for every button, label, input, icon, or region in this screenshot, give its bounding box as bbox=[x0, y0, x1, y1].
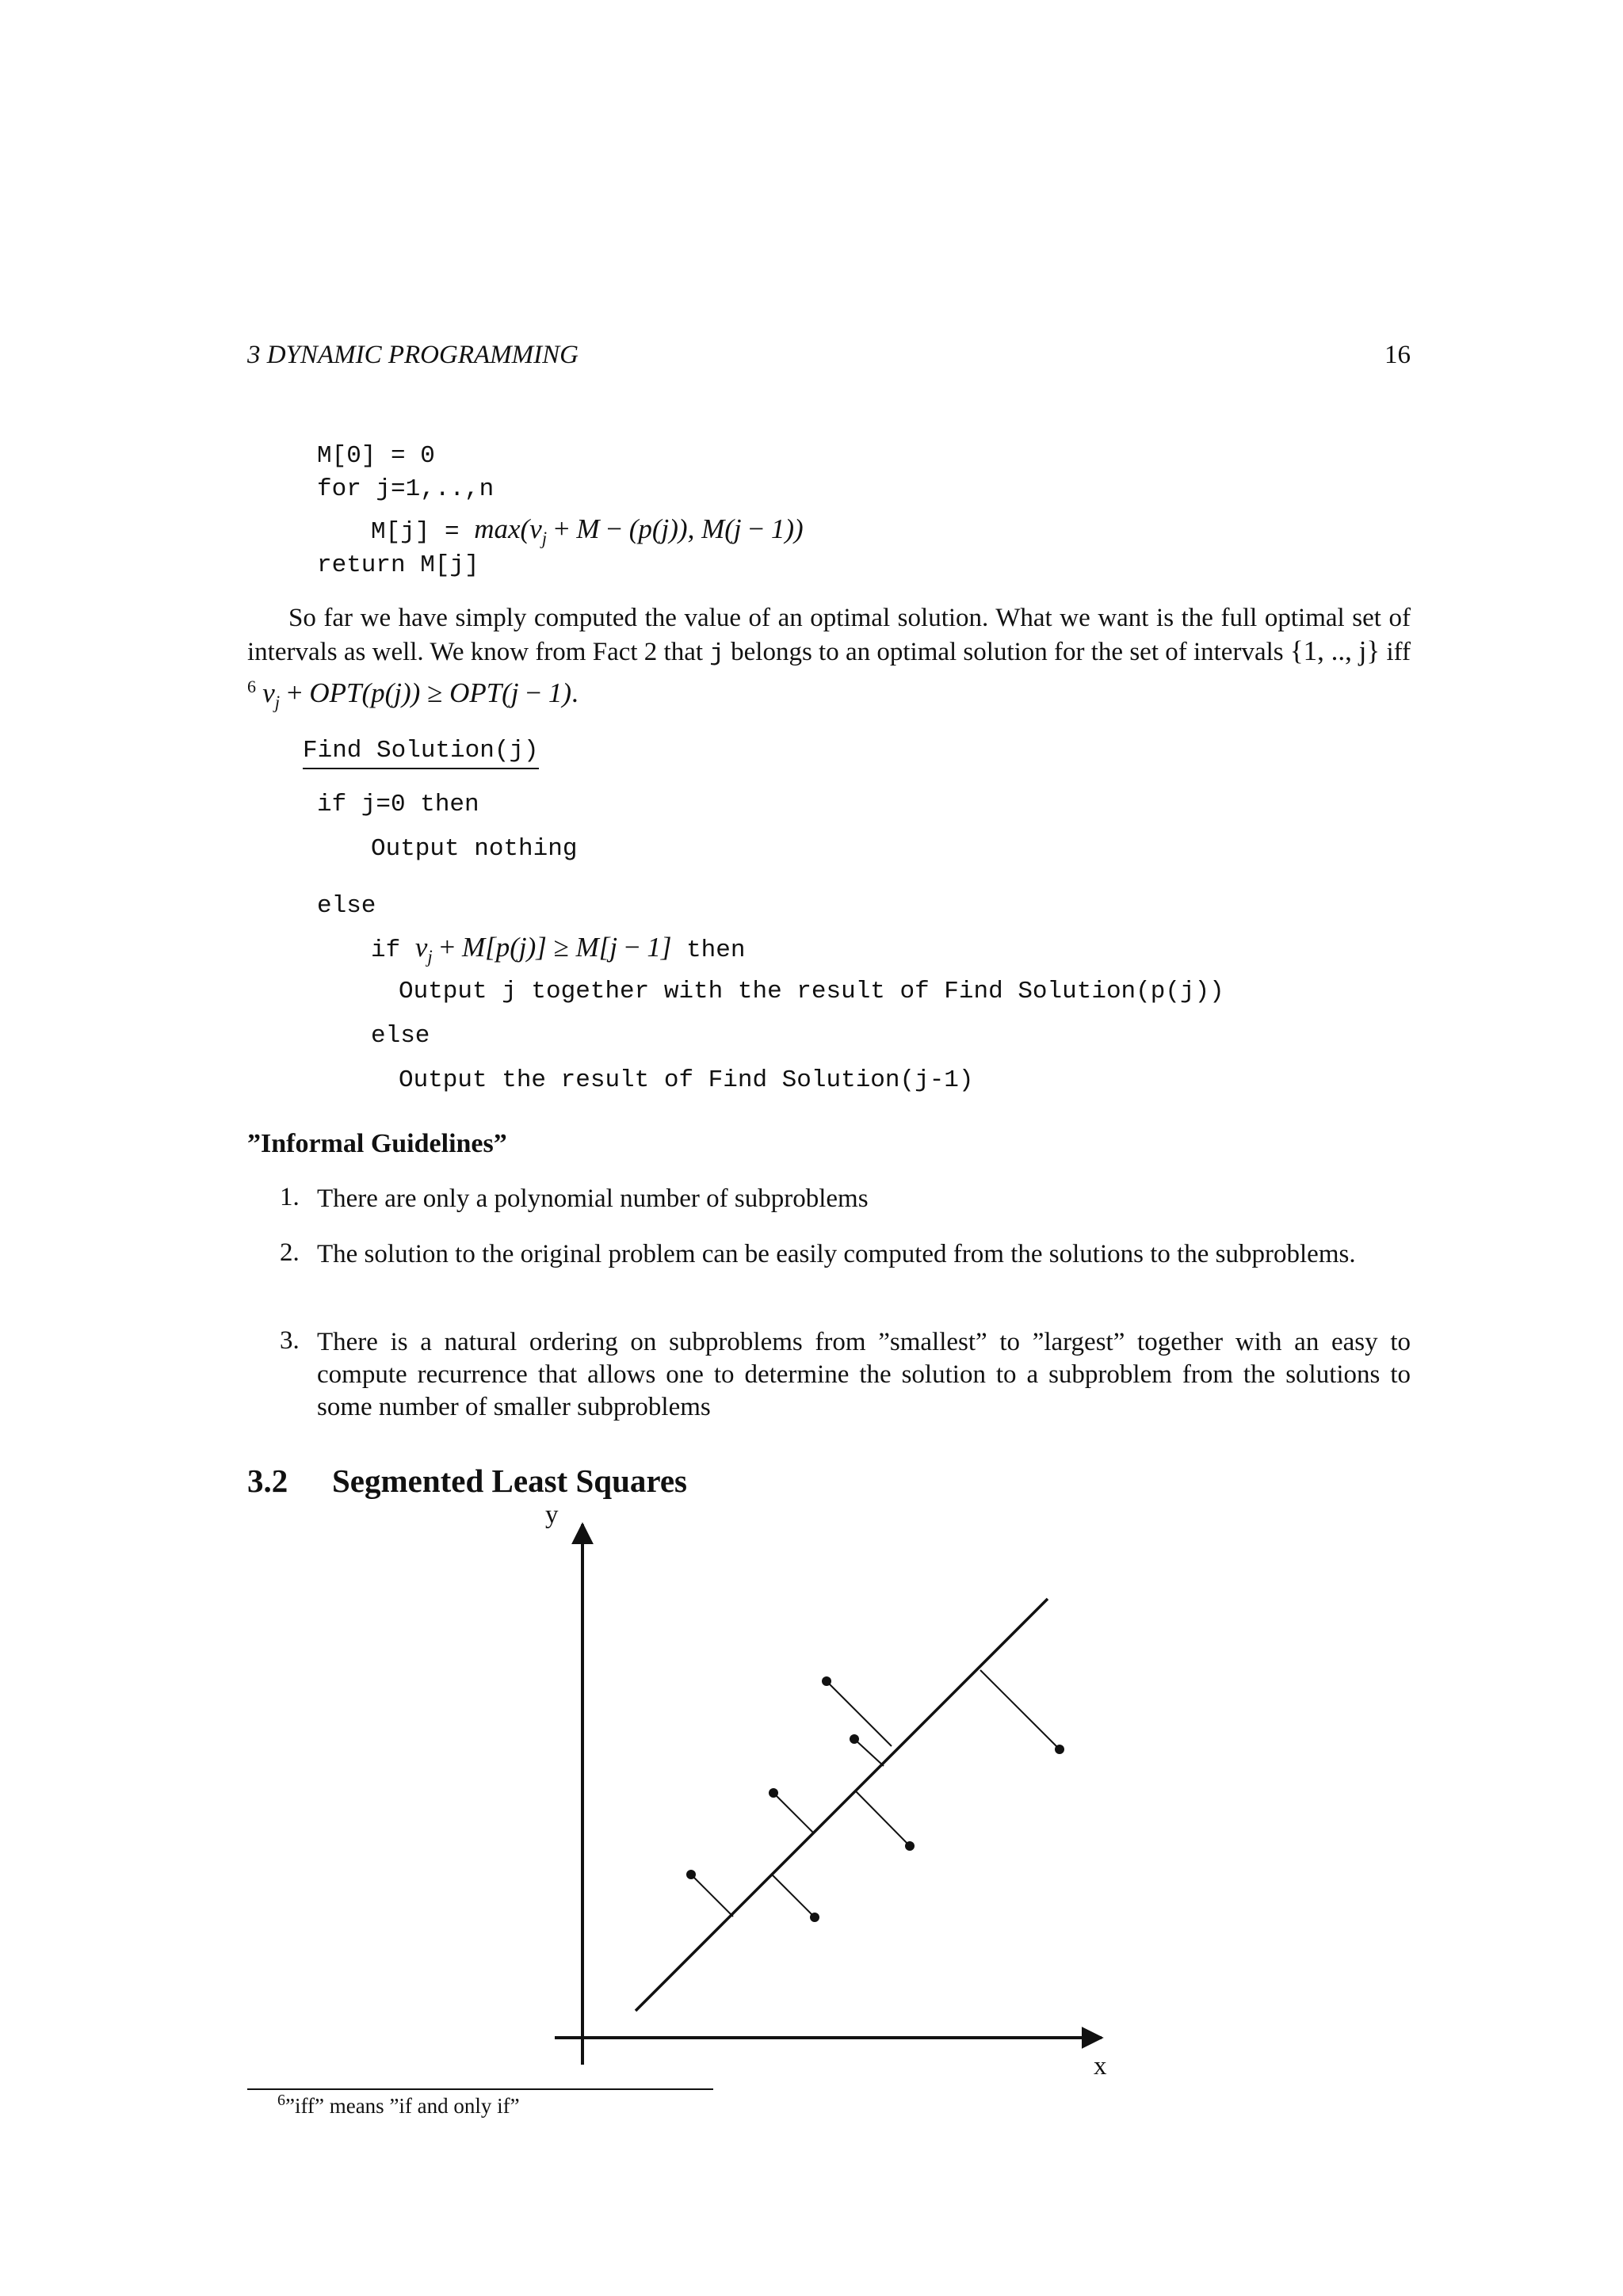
data-point bbox=[686, 1870, 696, 1879]
residuals bbox=[691, 1670, 1060, 1917]
footnote-mark: 6 bbox=[277, 2092, 285, 2109]
residual-segment bbox=[855, 1791, 910, 1846]
fs-output-j: Output j together with the result of Find Solution(p(j)) bbox=[399, 978, 1224, 1005]
footnote-reference: 6 bbox=[247, 677, 256, 696]
recurrence-formula: $\max(v_j + M - (p(j))$, M(j − 1)) bbox=[474, 513, 804, 548]
list-number: 1. bbox=[280, 1183, 300, 1211]
y-axis-label: y bbox=[545, 1501, 559, 1529]
fs-output-prev: Output the result of Find Solution(j-1) bbox=[399, 1066, 974, 1094]
data-point bbox=[810, 1913, 819, 1922]
list-item-text: There is a natural ordering on subproblems from ”smallest” to ”largest” together with an easy to compute recurrence that allows one to determine the solution to a subproblem from the solutions to some number of smaller subproblems bbox=[317, 1328, 1411, 1421]
footnote-text: ”iff” means ”if and only if” bbox=[285, 2094, 520, 2118]
code-recurrence-lhs: M[j] = bbox=[371, 518, 475, 546]
paragraph-iff: iff bbox=[1380, 638, 1411, 666]
paragraph-code-j: j bbox=[709, 640, 724, 668]
running-header-title: 3 DYNAMIC PROGRAMMING bbox=[247, 341, 579, 369]
guidelines-title: ”Informal Guidelines” bbox=[247, 1129, 507, 1158]
page-number: 16 bbox=[1384, 341, 1411, 369]
paragraph-text-b: belongs to an optimal solution for the set of intervals bbox=[724, 638, 1290, 666]
x-axis-label: x bbox=[1094, 2052, 1107, 2081]
fs-if-keyword: if bbox=[371, 936, 415, 964]
fs-else: else bbox=[317, 892, 376, 920]
residual-segment bbox=[773, 1793, 813, 1833]
section-number: 3.2 bbox=[247, 1463, 288, 1499]
fs-output-nothing: Output nothing bbox=[371, 835, 578, 863]
residual-segment bbox=[854, 1739, 884, 1766]
find-solution-title-text: Find Solution(j) bbox=[303, 737, 539, 769]
data-point bbox=[905, 1841, 915, 1851]
section-title: Segmented Least Squares bbox=[332, 1463, 687, 1499]
data-point bbox=[822, 1676, 831, 1686]
list-number: 2. bbox=[280, 1238, 300, 1267]
paragraph-text-a: So far we have simply computed the value of an optimal solution. What we want is the full optimal set of intervals as well. We know from Fact 2 that bbox=[247, 604, 1411, 666]
optimality-condition: $v_j + OPT(p(j)) \ge OPT(j - 1)$. bbox=[262, 677, 579, 712]
residual-segment bbox=[691, 1875, 733, 1917]
fit-line bbox=[636, 1599, 1048, 2011]
residual-segment bbox=[980, 1670, 1060, 1749]
list-number: 3. bbox=[280, 1326, 300, 1355]
footnote-rule bbox=[247, 2088, 713, 2090]
fs-else-inner: else bbox=[371, 1022, 430, 1050]
list-item-text: There are only a polynomial number of subproblems bbox=[317, 1184, 869, 1213]
data-points bbox=[686, 1676, 1064, 1922]
code-line-return: return M[j] bbox=[317, 551, 479, 579]
footnote bbox=[277, 2092, 520, 2119]
residual-segment bbox=[827, 1681, 892, 1746]
data-point bbox=[1055, 1745, 1064, 1754]
fs-then-keyword: then bbox=[671, 936, 746, 964]
data-point bbox=[850, 1734, 859, 1744]
residual-segment bbox=[773, 1875, 815, 1917]
code-line-for: for j=1,..,n bbox=[317, 475, 495, 503]
fs-condition: $v_j + M[p(j)] \ge M[j - 1]$ bbox=[414, 932, 672, 967]
fs-if-line: if j=0 then bbox=[317, 791, 479, 818]
interval-set: {1, .., j} bbox=[1289, 635, 1381, 666]
data-point bbox=[769, 1788, 778, 1798]
list-item-text: The solution to the original problem can be easily computed from the solutions to the subproblems. bbox=[317, 1240, 1356, 1268]
code-line-init: M[0] = 0 bbox=[317, 442, 435, 470]
